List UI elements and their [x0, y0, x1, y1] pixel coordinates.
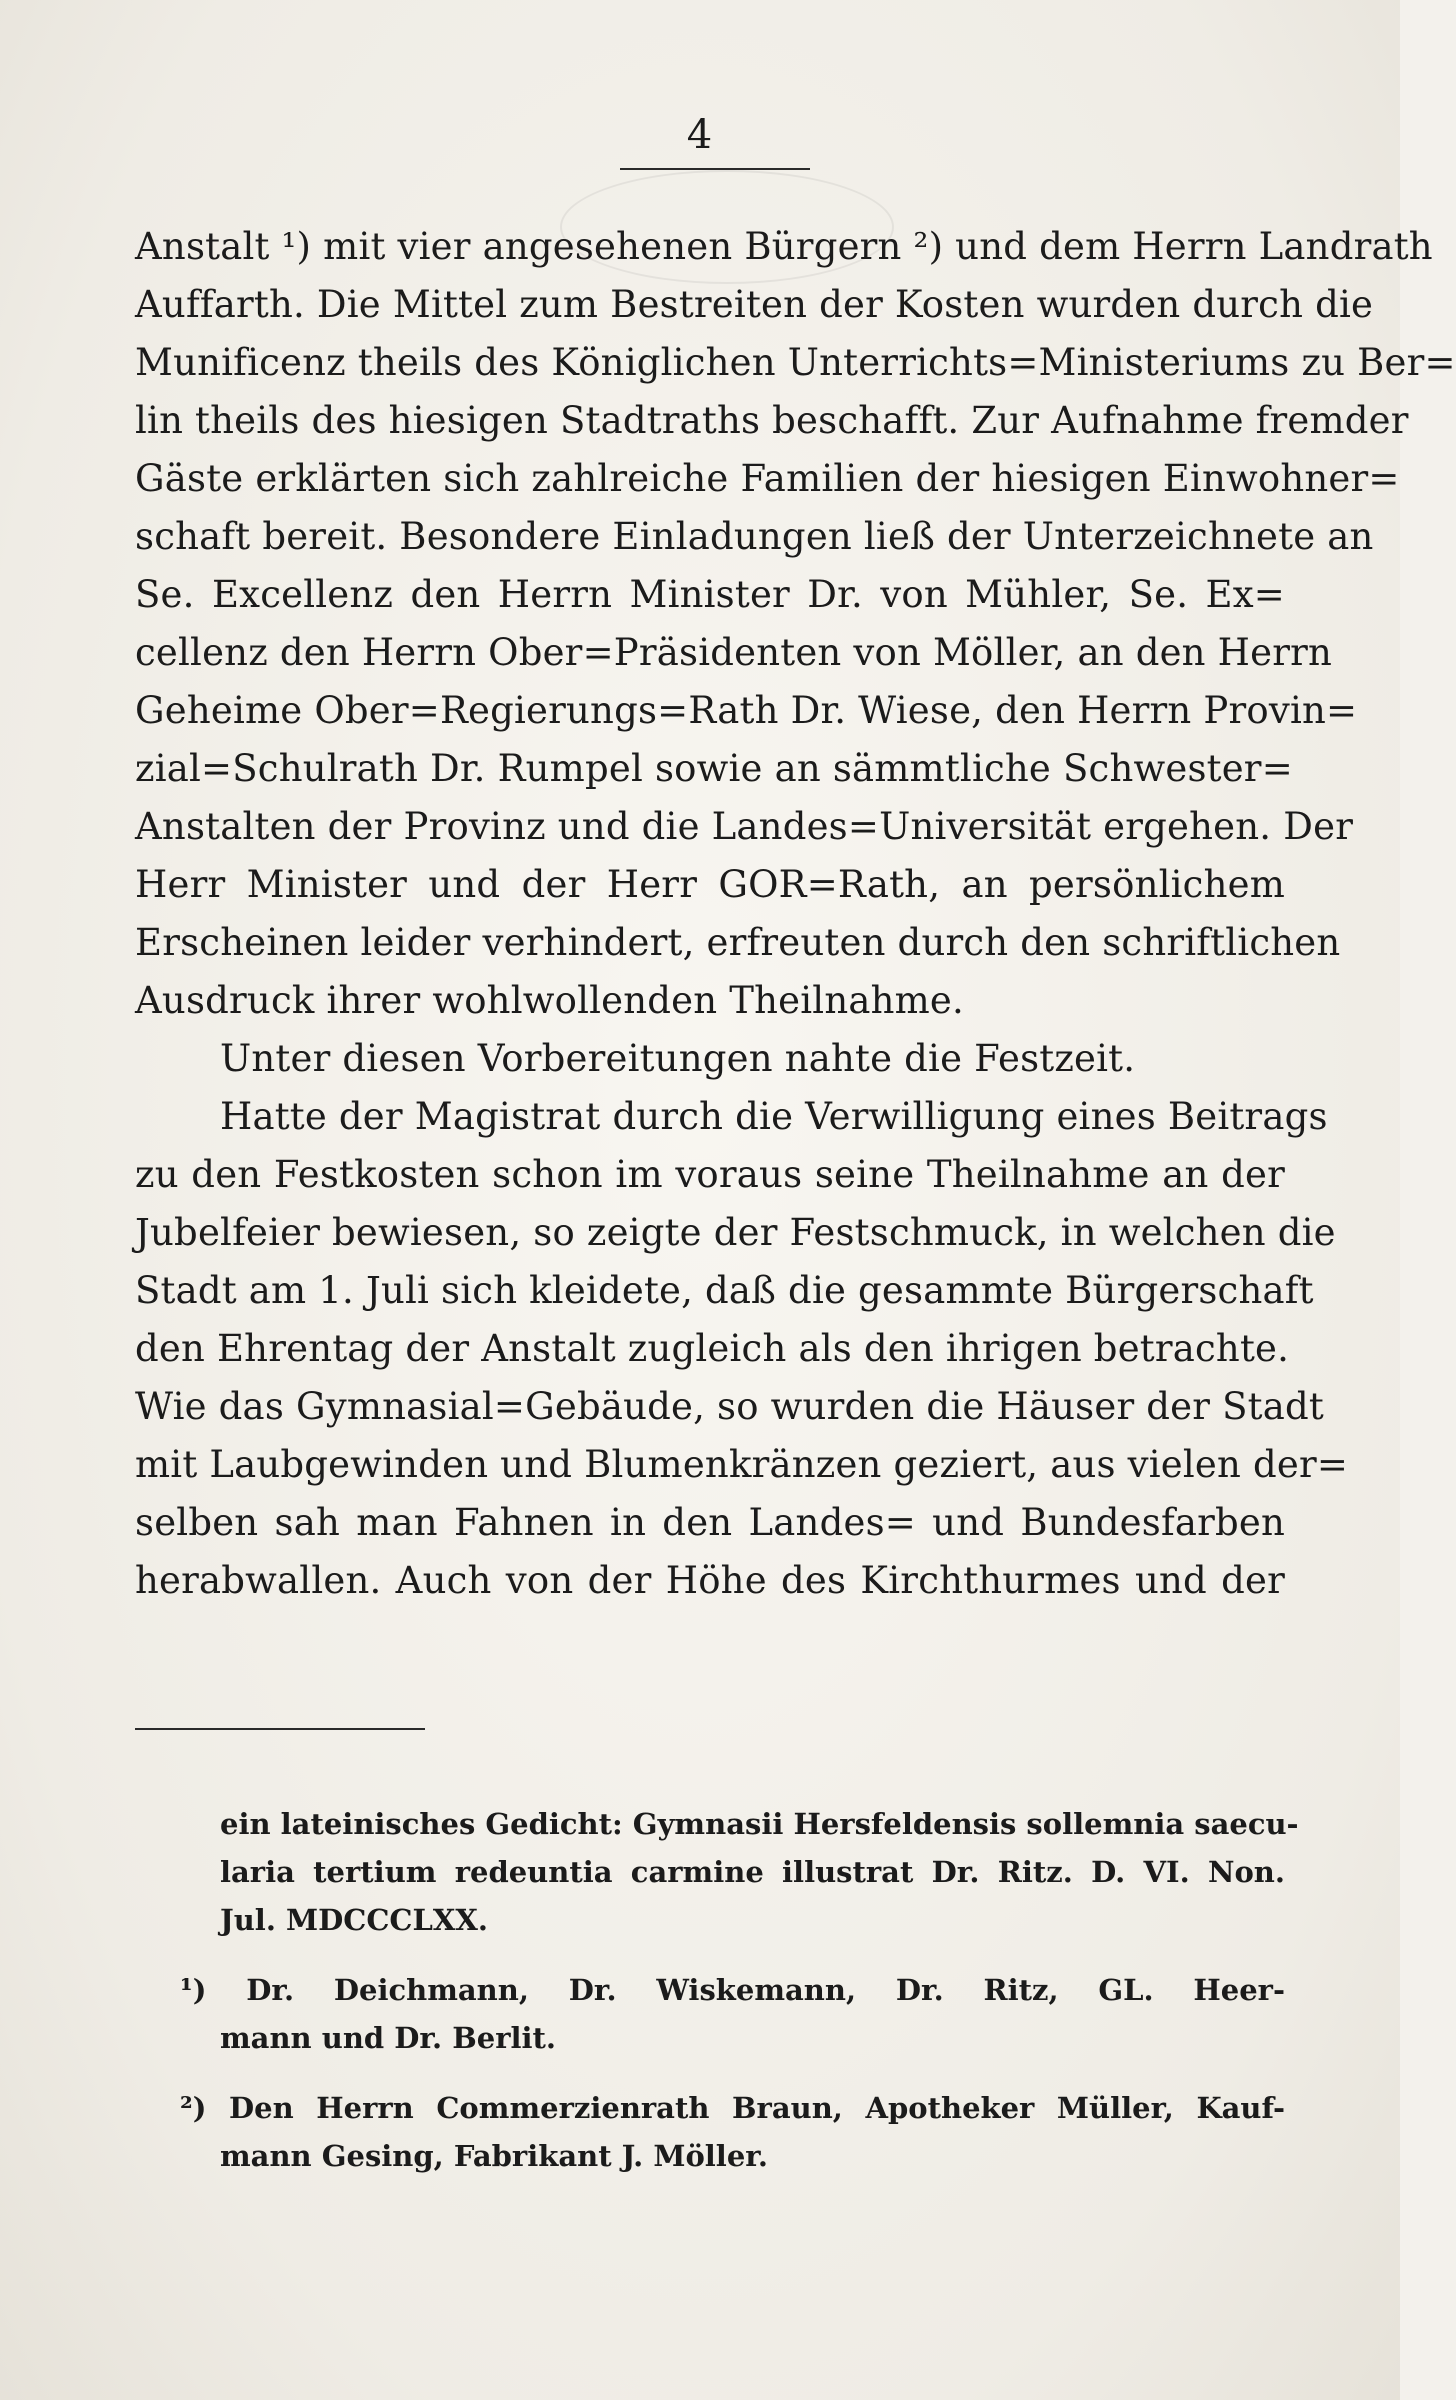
footnote-line: Jul. MDCCCLXX. [220, 1903, 488, 1937]
body-line: Hatte der Magistrat durch die Verwilligung eines Beitrags [220, 1095, 1328, 1138]
body-line: herabwallen. Auch von der Höhe des Kirchthurmes und der [135, 1559, 1285, 1602]
body-line: Stadt am 1. Juli sich kleidete, daß die gesammte Bürgerschaft [135, 1269, 1314, 1312]
body-line: Erscheinen leider verhindert, erfreuten durch den schriftlichen [135, 921, 1341, 964]
body-line: Auffarth. Die Mittel zum Bestreiten der Kosten wurden durch die [135, 283, 1374, 326]
body-text [135, 218, 1456, 1610]
body-line: den Ehrentag der Anstalt zugleich als den ihrigen betrachte. [135, 1327, 1290, 1370]
body-line: Anstalt ¹) mit vier angesehenen Bürgern ²) und dem Herrn Landrath [135, 225, 1433, 268]
body-line: Geheime Ober=Regierungs=Rath Dr. Wiese, den Herrn Provin= [135, 689, 1358, 732]
body-line: zu den Festkosten schon im voraus seine Theilnahme an der [135, 1153, 1285, 1196]
body-line: Se. Excellenz den Herrn Minister Dr. von Mühler, Se. Ex= [135, 573, 1285, 616]
body-line: mit Laubgewinden und Blumenkränzen geziert, aus vielen der= [135, 1443, 1349, 1486]
footnote-1-line: ¹) Dr. Deichmann, Dr. Wiskemann, Dr. Ritz, GL. Heer- [180, 1973, 1285, 2007]
body-line: Ausdruck ihrer wohlwollenden Theilnahme. [135, 979, 964, 1022]
body-line: Jubelfeier bewiesen, so zeigte der Festschmuck, in welchen die [135, 1211, 1336, 1254]
footnote-line: ein lateinisches Gedicht: Gymnasii Hersfeldensis sollemnia saecu- [220, 1807, 1299, 1841]
body-line: lin theils des hiesigen Stadtraths beschafft. Zur Aufnahme fremder [135, 399, 1409, 442]
page-number: 4 [686, 112, 714, 158]
body-line: Anstalten der Provinz und die Landes=Universität ergehen. Der [135, 805, 1354, 848]
footnotes [135, 1800, 1299, 2180]
body-line: Wie das Gymnasial=Gebäude, so wurden die Häuser der Stadt [135, 1385, 1324, 1428]
body-line: selben sah man Fahnen in den Landes= und Bundesfarben [135, 1501, 1285, 1544]
footnote-line: laria tertium redeuntia carmine illustrat Dr. Ritz. D. VI. Non. [220, 1855, 1285, 1889]
footnote-2-line: ²) Den Herrn Commerzienrath Braun, Apotheker Müller, Kauf- [180, 2091, 1285, 2125]
body-line: Herr Minister und der Herr GOR=Rath, an persönlichem [135, 863, 1285, 906]
body-line: Unter diesen Vorbereitungen nahte die Festzeit. [220, 1037, 1136, 1080]
body-line: zial=Schulrath Dr. Rumpel sowie an sämmtliche Schwester= [135, 747, 1293, 790]
footnote-rule [135, 1728, 425, 1730]
header-rule [620, 168, 810, 170]
body-line: Gäste erklärten sich zahlreiche Familien der hiesigen Einwohner= [135, 457, 1400, 500]
footnote-2-line: mann Gesing, Fabrikant J. Möller. [220, 2139, 768, 2173]
body-line: schaft bereit. Besondere Einladungen ließ der Unterzeichnete an [135, 515, 1374, 558]
body-line: cellenz den Herrn Ober=Präsidenten von Möller, an den Herrn [135, 631, 1333, 674]
body-line: Munificenz theils des Königlichen Unterrichts=Ministeriums zu Ber= [135, 341, 1456, 384]
footnote-1-line: mann und Dr. Berlit. [220, 2021, 557, 2055]
